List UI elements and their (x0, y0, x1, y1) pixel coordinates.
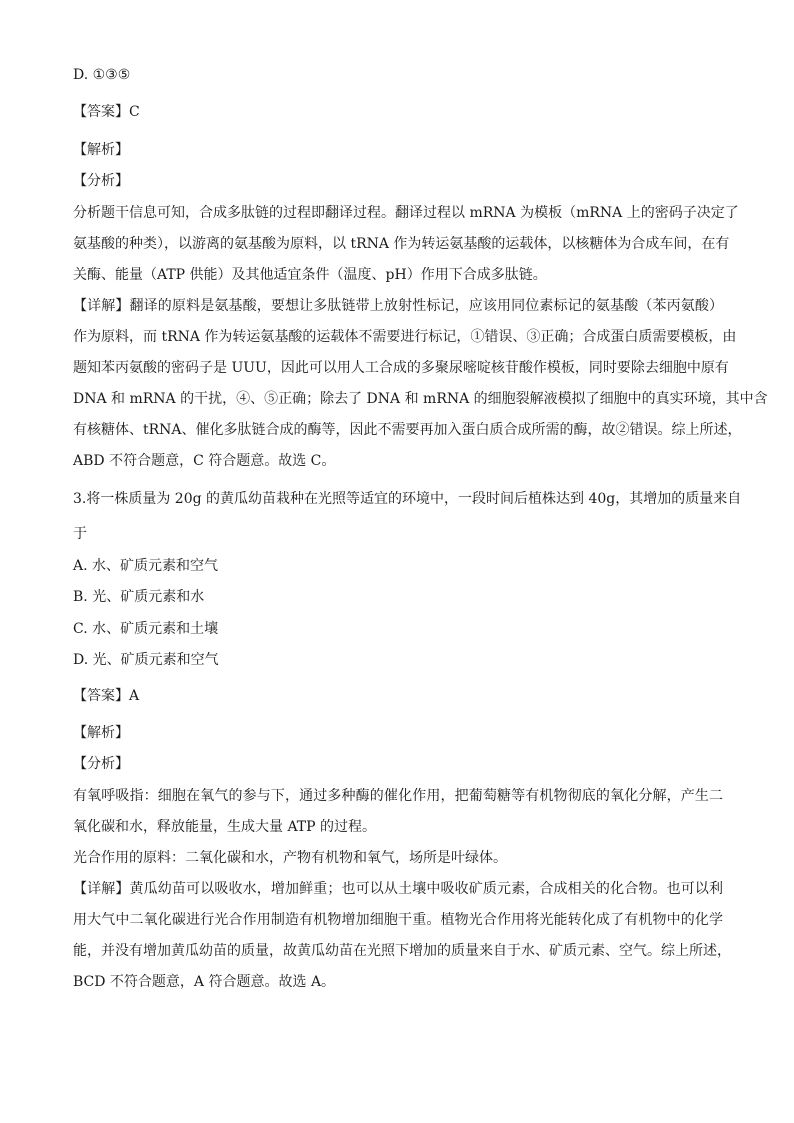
q3-analysis-line: 光合作用的原料：二氧化碳和水，产物有机物和氧气，场所是叶绿体。 (73, 850, 507, 866)
q2-jiexi-heading: 【解析】 (73, 142, 129, 158)
q3-detail-line: 【详解】黄瓜幼苗可以吸收水，增加鲜重；也可以从土壤中吸收矿质元素，合成相关的化合物。也可以利 (73, 881, 723, 897)
q3-option-a: A. 水、矿质元素和空气 (73, 558, 219, 574)
q2-detail-line: 有核糖体、tRNA、催化多肽链合成的酶等，因此不需要再加入蛋白质合成所需的酶，故②错误。综上所述， (73, 422, 742, 438)
q3-detail-line: 用大气中二氧化碳进行光合作用制造有机物增加细胞干重。植物光合作用将光能转化成了有机物中的化学 (73, 912, 723, 928)
q2-analysis-line: 氨基酸的种类），以游离的氨基酸为原料，以 tRNA 作为转运氨基酸的运载体，以核糖体为合成车间，在有 (73, 236, 730, 252)
q3-analysis-line: 氧化碳和水，释放能量，生成大量 ATP 的过程。 (73, 819, 377, 835)
q2-answer: 【答案】C (73, 104, 140, 120)
q2-option-d: D. ①③⑤ (73, 67, 131, 83)
q2-fenxi-heading: 【分析】 (73, 173, 129, 189)
q3-detail-line: BCD 不符合题意，A 符合题意。故选 A。 (73, 974, 336, 990)
q2-analysis-line: 分析题干信息可知，合成多肽链的过程即翻译过程。翻译过程以 mRNA 为模板（mRNA 上的密码子决定了 (73, 205, 739, 221)
q2-analysis-line: 关酶、能量（ATP 供能）及其他适宜条件（温度、pH）作用下合成多肽链。 (73, 267, 547, 283)
q3-stem-line: 于 (73, 526, 87, 542)
q3-stem-line: 3.将一株质量为 20g 的黄瓜幼苗栽种在光照等适宜的环境中，一段时间后植株达到 40g，其增加的质量来自 (73, 491, 742, 507)
q3-detail-line: 能，并没有增加黄瓜幼苗的质量，故黄瓜幼苗在光照下增加的质量来自于水、矿质元素、空气。综上所述， (73, 943, 731, 959)
q3-option-d: D. 光、矿质元素和空气 (73, 652, 219, 668)
q2-detail-line: DNA 和 mRNA 的干扰，④、⑤正确；除去了 DNA 和 mRNA 的细胞裂解液模拟了细胞中的真实环境，其中含 (73, 391, 768, 407)
q3-option-b: B. 光、矿质元素和水 (73, 589, 205, 605)
q3-analysis-line: 有氧呼吸指：细胞在氧气的参与下，通过多种酶的催化作用，把葡萄糖等有机物彻底的氧化分解，产生二 (73, 788, 723, 804)
q3-jiexi-heading: 【解析】 (73, 725, 129, 741)
q2-detail-line: ABD 不符合题意，C 符合题意。故选 C。 (73, 453, 336, 469)
q3-fenxi-heading: 【分析】 (73, 756, 129, 772)
q3-option-c: C. 水、矿质元素和土壤 (73, 621, 219, 637)
q2-detail-line: 作为原料，而 tRNA 作为转运氨基酸的运载体不需要进行标记，①错误、③正确；合成蛋白质需要模板，由 (73, 329, 737, 345)
q2-detail-line: 题知苯丙氨酸的密码子是 UUU，因此可以用人工合成的多聚尿嘧啶核苷酸作模板，同时要除去细胞中原有 (73, 360, 729, 376)
q2-detail-line: 【详解】翻译的原料是氨基酸，要想让多肽链带上放射性标记，应该用同位素标记的氨基酸（苯丙氨酸） (73, 298, 723, 314)
q3-answer: 【答案】A (73, 688, 140, 704)
